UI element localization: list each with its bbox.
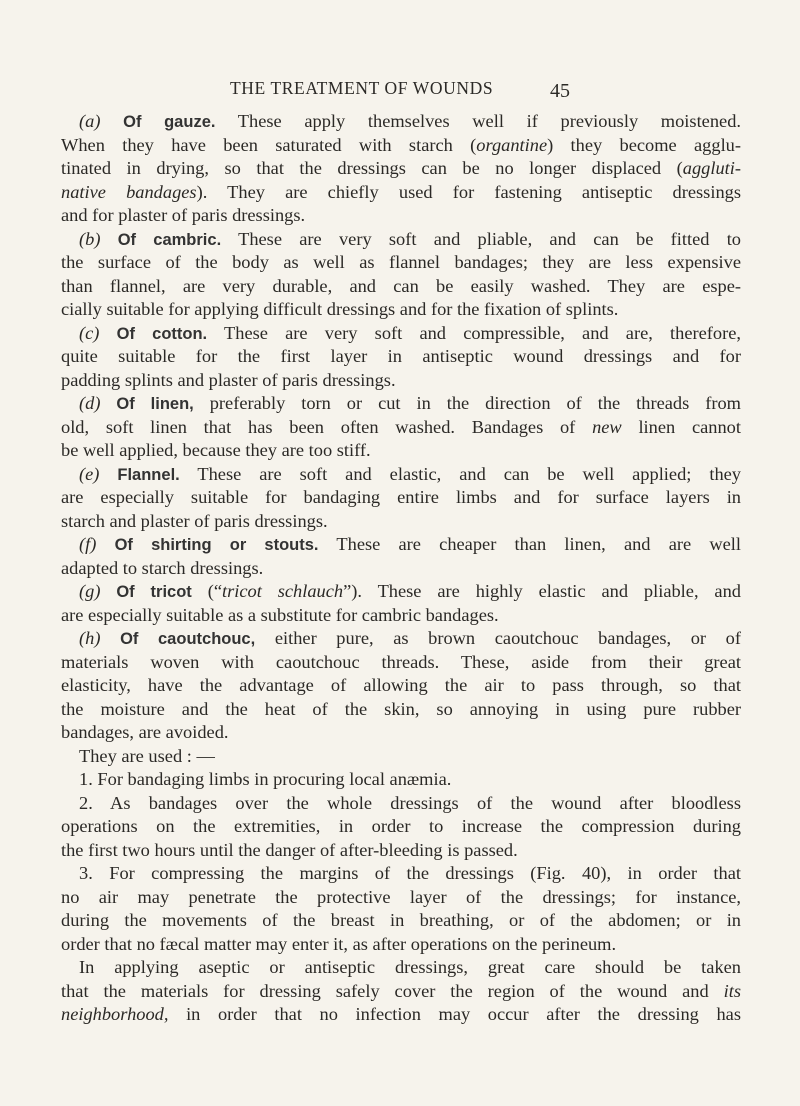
paragraph-f-line [61, 533, 741, 557]
list-item-1: 1. For bandaging limbs in procuring local anæmia. [79, 769, 452, 789]
italic-term: neighborhood, [61, 1004, 169, 1024]
paragraph-a-line [61, 110, 741, 134]
item-term: Of cotton. [116, 324, 208, 343]
text-run: tinated in drying, so that the dressings can be no longer displaced [61, 158, 662, 178]
paragraph-c-line [61, 345, 741, 369]
paragraph-a-line [61, 181, 741, 205]
list-item-3-line: during the movements of the breast in breathing, or of the abdomen; or in [61, 910, 741, 930]
text-run: cially suitable for applying difficult dressings and for the fixation of splints. [61, 299, 619, 319]
item-term: Of gauze. [123, 113, 216, 131]
item-term: Of caoutchouc, [120, 630, 256, 648]
text-run: These are highly elastic and pliable, and [377, 581, 741, 601]
paragraph-a-line [61, 204, 741, 228]
text-run: ) [547, 134, 554, 155]
italic-term: its [723, 980, 741, 1001]
item-label: (g) [79, 581, 101, 601]
text-run: These are soft and elastic, and can be well applied; they [197, 463, 741, 484]
paragraph-c-line [61, 369, 741, 393]
item-term: Flannel. [117, 465, 180, 484]
body-text [61, 110, 741, 1027]
italic-term: new [592, 416, 622, 437]
italic-term: tricot schlauch [222, 581, 344, 601]
list-item-2-line: 2. As bandages over the whole dressings of the wound after bloodless [79, 792, 741, 813]
item-label: (h) [79, 628, 101, 648]
paragraph-h-line [61, 651, 741, 675]
list-item-3-line: 3. For compressing the margins of the dressings (Fig. 40), in order that [79, 863, 741, 883]
text-run: These apply themselves well if previously moistened. [237, 111, 741, 131]
paragraph-c-line [61, 322, 741, 346]
text-run: the moisture and the heat of the skin, so annoying in using pure rubber [61, 698, 741, 719]
text-run: preferably torn or cut in the direction of the threads from [209, 393, 741, 413]
item-term: Of tricot [116, 583, 192, 601]
paragraph-g-line [61, 580, 741, 604]
paragraph-b-line [61, 275, 741, 299]
text-run: bandages, are avoided. [61, 722, 229, 742]
paragraph-f-line [61, 557, 741, 581]
paragraph-e-line [61, 510, 741, 534]
paragraph-e-line [61, 486, 741, 510]
text-run: quite suitable for the first layer in antiseptic wound dressings and for [61, 346, 741, 366]
italic-term: organtine [476, 134, 548, 155]
text-run: starch and plaster of paris dressings. [61, 510, 328, 531]
text-run: the surface of the body as well as flannel bandages; they are less expensive [61, 252, 741, 272]
paragraph-e-line [61, 463, 741, 487]
item-term: Of linen, [116, 395, 194, 413]
paragraph-h-line [61, 721, 741, 745]
item-label: (f) [79, 534, 97, 554]
item-label: (a) [79, 111, 101, 131]
text-run: adapted to starch dressings. [61, 557, 264, 578]
text-run: ). They are chiefly used for fastening antiseptic dressings [196, 181, 741, 202]
closing-paragraph-line [61, 1003, 741, 1027]
page-header [0, 78, 800, 102]
text-run: (“ [191, 581, 222, 601]
used-intro: They are used : — [79, 745, 215, 766]
text-run: old, soft linen that has been often washed. Bandages of [61, 416, 576, 437]
paragraph-g-line [61, 604, 741, 628]
item-term: Of cambric. [117, 230, 222, 249]
paragraph-a-line [61, 157, 741, 181]
paragraph-b-line [61, 298, 741, 322]
item-label: (e) [79, 463, 100, 484]
closing-paragraph-line [61, 980, 741, 1004]
text-run: are especially suitable for bandaging entire limbs and for surface layers in [61, 487, 741, 507]
text-run: than flannel, are very durable, and can be easily washed. They are espe- [61, 275, 741, 296]
text-run: materials woven with caoutchouc threads. These, aside from their great [61, 651, 741, 672]
text-run: are especially suitable as a substitute for cambric bandages. [61, 604, 499, 625]
item-label: (c) [79, 322, 100, 343]
list-item-3-line: no air may penetrate the protective layer of the dressings; for instance, [61, 886, 741, 907]
text-run: padding splints and plaster of paris dressings. [61, 369, 396, 390]
list-item-2-line: the first two hours until the danger of after-bleeding is passed. [61, 839, 518, 860]
page-number: 45 [550, 80, 570, 102]
paragraph-a-line [61, 134, 741, 158]
paragraph-b-line [61, 228, 741, 252]
text-run: When they have been saturated with starch [61, 134, 453, 155]
text-run: either pure, as brown caoutchouc bandages, or of [274, 628, 741, 648]
paragraph-d-line [61, 416, 741, 440]
running-title: THE TREATMENT OF WOUNDS [230, 78, 494, 98]
text-run: and for plaster of paris dressings. [61, 205, 306, 225]
list-item-3-line: order that no fæcal matter may enter it, as after operations on the perineum. [61, 933, 617, 954]
text-run: ”). [343, 581, 362, 601]
italic-term: native bandages [61, 181, 197, 202]
paragraph-h-line [61, 627, 741, 651]
text-run: These are very soft and pliable, and can be fitted to [238, 228, 741, 249]
text-run: ( [661, 158, 683, 178]
paragraph-d-line [61, 392, 741, 416]
closing-paragraph-line: In applying aseptic or antiseptic dressings, great care should be taken [79, 957, 741, 977]
text-run: These are very soft and compressible, and are, therefore, [224, 322, 741, 343]
text-run: be well applied, because they are too stiff. [61, 440, 371, 460]
paragraph-d-line [61, 439, 741, 463]
text-run: they become agglu- [553, 134, 741, 155]
text-run: elasticity, have the advantage of allowing the air to pass through, so that [61, 675, 741, 695]
list-item-2-line: operations on the extremities, in order to increase the compression during [61, 816, 741, 836]
item-term: Of shirting or stouts. [114, 536, 319, 554]
item-label: (d) [79, 393, 101, 413]
text-run: ( [452, 134, 477, 155]
italic-term: aggluti- [682, 158, 741, 178]
item-label: (b) [79, 228, 101, 249]
paragraph-h-line [61, 674, 741, 698]
text-run: that the materials for dressing safely cover the region of the wound and [61, 980, 709, 1001]
text-run: These are cheaper than linen, and are well [336, 534, 741, 554]
paragraph-h-line [61, 698, 741, 722]
text-run: linen cannot [638, 416, 741, 437]
text-run: in order that no infection may occur after the dressing has [186, 1004, 741, 1024]
paragraph-b-line [61, 251, 741, 275]
